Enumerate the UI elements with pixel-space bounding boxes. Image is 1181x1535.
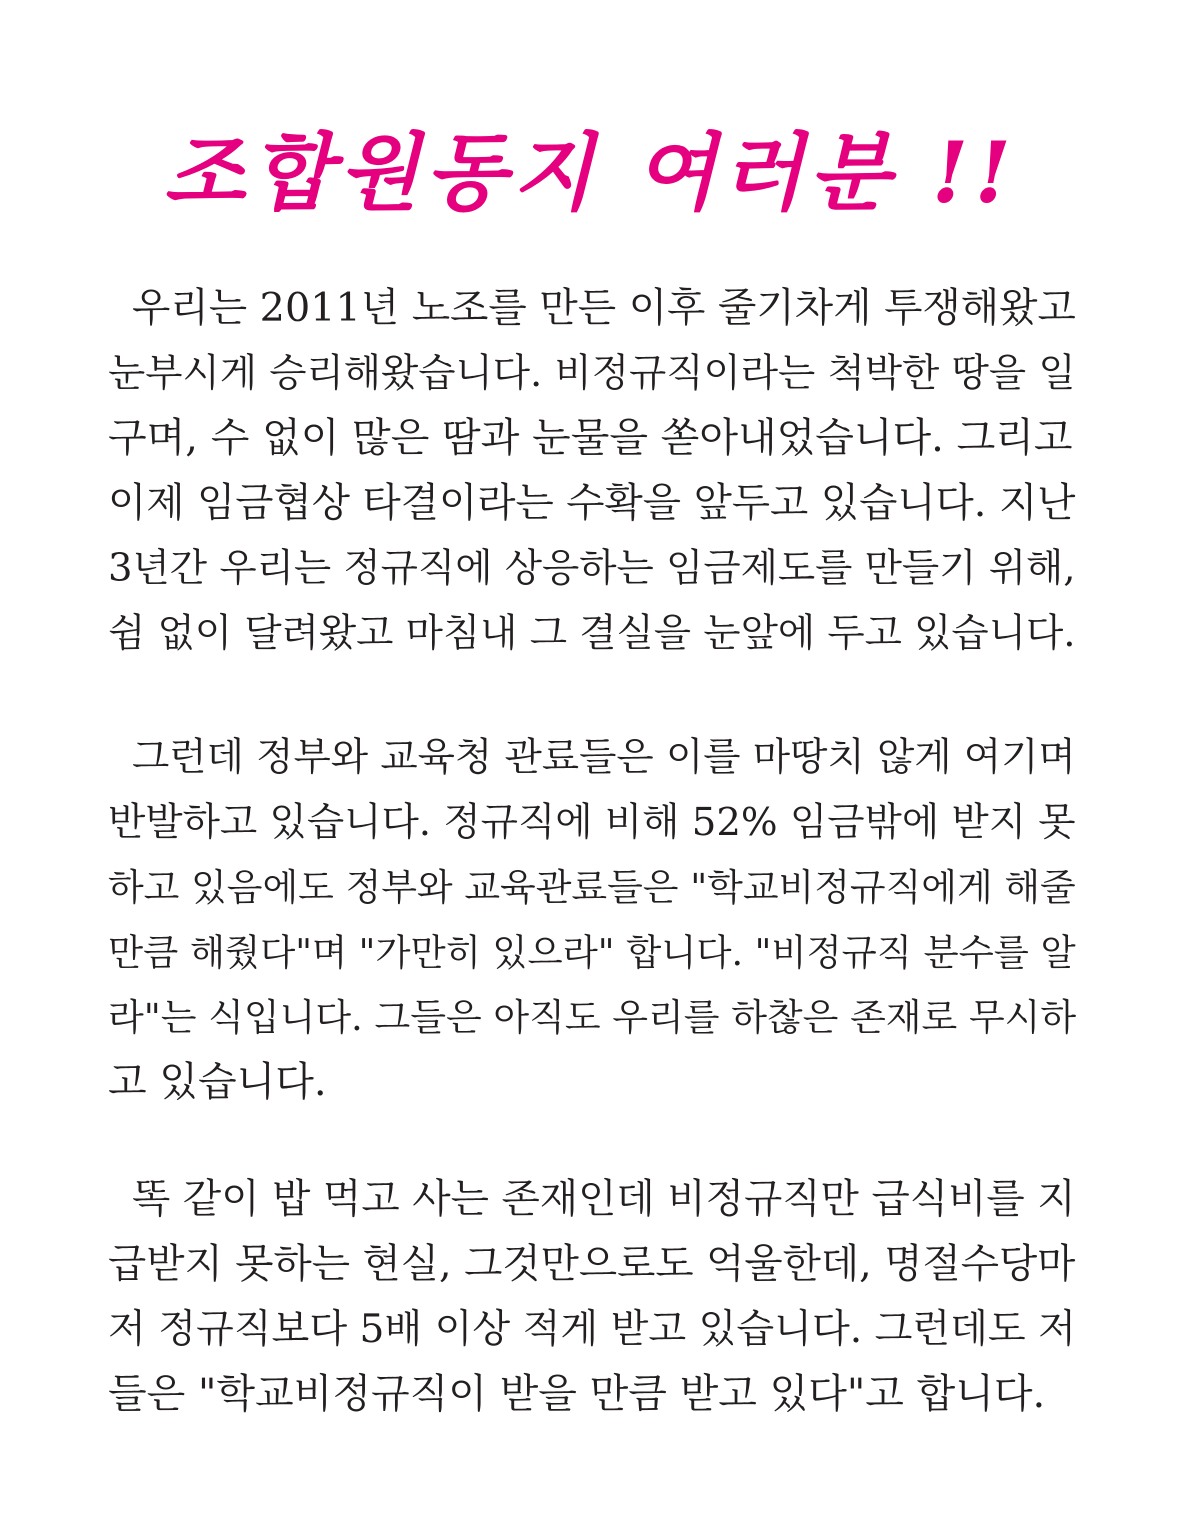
paragraph-line: 반발하고 있습니다. 정규직에 비해 52% 임금밖에 받지 못 xyxy=(108,800,1076,845)
paragraph-line: 똑 같이 밥 먹고 사는 존재인데 비정규직만 급식비를 지 xyxy=(132,1176,1076,1222)
paragraph-line: 급받지 못하는 현실, 그것만으로도 억울한데, 명절수당마 xyxy=(108,1241,1076,1287)
paragraph-line: 우리는 2011년 노조를 만든 이후 줄기차게 투쟁해왔고 xyxy=(132,285,1076,331)
paragraph-line: 그런데 정부와 교육청 관료들은 이를 마땅치 않게 여기며 xyxy=(132,735,1076,780)
paragraph-3 xyxy=(108,1167,1076,1427)
paragraph-line: 저 정규직보다 5배 이상 적게 받고 있습니다. 그런데도 저 xyxy=(108,1307,1076,1352)
paragraph-line: 눈부시게 승리해왔습니다. 비정규직이라는 척박한 땅을 일 xyxy=(108,351,1076,396)
page-title: 조합원동지 여러분 !! xyxy=(163,123,1018,222)
paragraph-line: 만큼 해줬다"며 "가만히 있으라" 합니다. "비정규직 분수를 알 xyxy=(108,931,1076,974)
paragraph-2 xyxy=(108,725,1076,1115)
paragraph-1 xyxy=(108,276,1076,666)
paragraph-line: 고 있습니다. xyxy=(108,1059,327,1105)
paragraph-line: 3년간 우리는 정규직에 상응하는 임금제도를 만들기 위해, xyxy=(108,546,1076,591)
paragraph-line: 쉼 없이 달려왔고 마침내 그 결실을 눈앞에 두고 있습니다. xyxy=(108,611,1076,656)
paragraph-line: 하고 있음에도 정부와 교육관료들은 "학교비정규직에게 해줄 xyxy=(108,866,1076,909)
paragraph-line: 이제 임금협상 타결이라는 수확을 앞두고 있습니다. 지난 xyxy=(108,480,1076,526)
paragraph-line: 구며, 수 없이 많은 땀과 눈물을 쏟아내었습니다. 그리고 xyxy=(108,415,1073,461)
paragraph-line: 들은 "학교비정규직이 받을 만큼 받고 있다"고 합니다. xyxy=(108,1371,1046,1417)
paragraph-line: 라"는 식입니다. 그들은 아직도 우리를 하찮은 존재로 무시하 xyxy=(108,996,1076,1039)
